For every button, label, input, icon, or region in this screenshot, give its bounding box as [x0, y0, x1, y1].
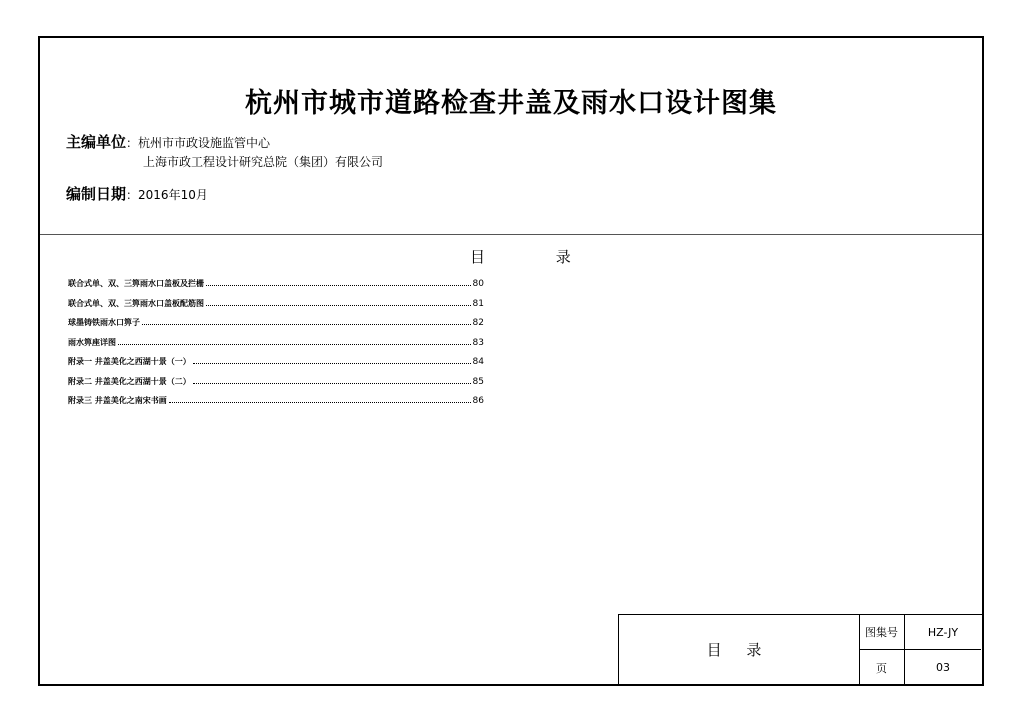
header-divider [40, 234, 982, 235]
toc-entry-page: 82 [472, 318, 484, 328]
toc-entry-page: 84 [472, 357, 484, 367]
editor-colon: ： [126, 136, 139, 150]
toc-entry [68, 377, 484, 387]
drawing-sheet [38, 36, 984, 686]
document-title: 杭州市城市道路检查井盖及雨水口设计图集 [245, 88, 777, 119]
toc-entry-title: 联合式单、双、三箅雨水口盖板配筋图 [68, 298, 204, 308]
toc-leader-dots [169, 396, 471, 403]
editor-org1: 杭州市市政设施监管中心 [138, 136, 271, 150]
toc-entry [68, 357, 484, 367]
date-row [66, 183, 208, 204]
toc-entry-page: 80 [472, 279, 484, 289]
page-number-value: 03 [936, 661, 950, 674]
toc-entry [68, 299, 484, 309]
toc-entry-page: 83 [472, 337, 484, 348]
toc-leader-dots [206, 279, 471, 286]
editor-org2-row [143, 153, 383, 170]
toc-leader-dots [118, 338, 471, 345]
toc-entry-title: 联合式单、双、三箅雨水口盖板及拦栅 [68, 279, 204, 288]
page-label: 页 [859, 650, 905, 685]
atlas-number-value: HZ-JY [905, 615, 981, 650]
toc-entry-page: 85 [472, 376, 484, 387]
toc-heading [470, 246, 573, 267]
editor-org2: 上海市政工程设计研究总院（集团）有限公司 [143, 155, 384, 169]
editor-label: 主编单位 [66, 133, 127, 151]
title-block [618, 614, 982, 684]
atlas-number-label: 图集号 [859, 615, 905, 650]
toc-leader-dots [206, 299, 471, 306]
toc-leader-dots [193, 377, 471, 384]
toc-heading-right: 录 [555, 248, 573, 266]
toc-entry [68, 279, 484, 289]
toc-entry-title: 附录三 井盖美化之南宋书画 [68, 396, 167, 405]
toc-entry [68, 318, 484, 328]
toc-entry-page: 81 [472, 298, 484, 309]
toc-entry-title: 雨水箅座详图 [68, 337, 116, 347]
date-value: 2016年10月 [138, 188, 208, 202]
toc-heading-left: 目 [470, 248, 488, 266]
toc-leader-dots [142, 318, 471, 325]
title-block-drawing-name: 目 录 [619, 615, 860, 684]
date-colon: ： [126, 188, 139, 202]
toc-leader-dots [193, 357, 471, 364]
toc-entry-title: 球墨铸铁雨水口箅子 [68, 318, 140, 327]
date-label: 编制日期 [66, 185, 127, 203]
toc-entry [68, 338, 484, 348]
toc-entry [68, 396, 484, 406]
toc-entry-page: 86 [472, 396, 484, 406]
toc-entry-title: 附录二 井盖美化之西湖十景（二） [68, 376, 191, 386]
toc-entry-title: 附录一 井盖美化之西湖十景（一） [68, 357, 191, 366]
editor-row [66, 131, 270, 152]
